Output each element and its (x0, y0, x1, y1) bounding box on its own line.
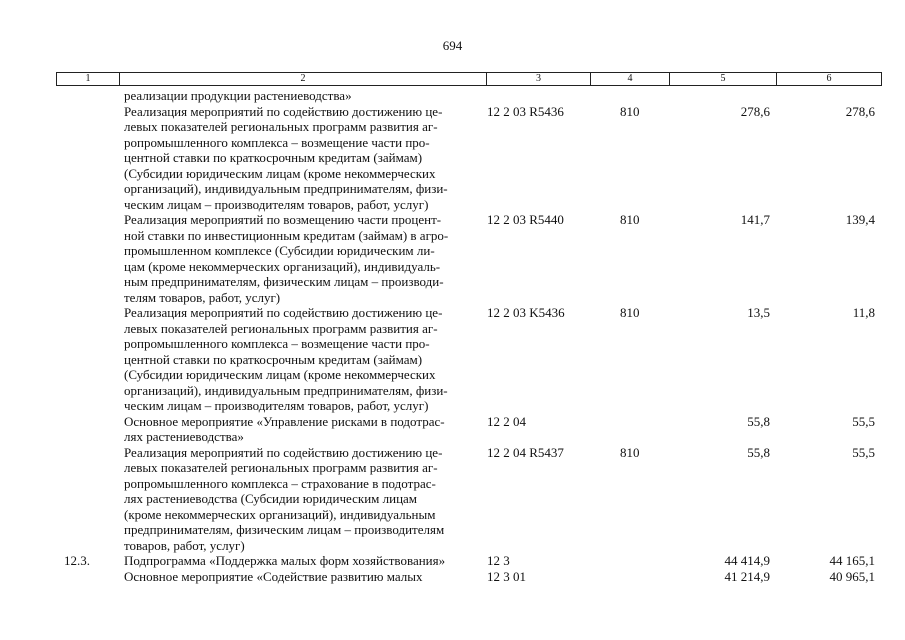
budget-code: 12 2 03 R5436 (487, 103, 564, 119)
description-line: ропромышленного комплекса – возмещение части про- (124, 336, 430, 351)
table-row (56, 414, 881, 445)
description-line: лях растениеводства» (124, 429, 244, 444)
table-row (56, 88, 881, 104)
table-body (56, 88, 881, 584)
description-line: левых показателей региональных программ развития аг- (124, 119, 438, 134)
column-header-2: 2 (120, 73, 487, 86)
description-line: Основное мероприятие «Управление рисками в подотрас- (124, 413, 445, 429)
budget-code: 12 2 04 R5437 (487, 444, 564, 460)
description-line: предпринимателям, физическим лицам – производителям (124, 522, 445, 537)
description-line: Подпрограмма «Поддержка малых форм хозяйствования» (124, 553, 446, 568)
amount-column-5: 13,5 (747, 305, 770, 320)
column-header-row (57, 73, 882, 86)
expense-type: 810 (620, 444, 640, 460)
row-description (124, 569, 474, 585)
column-header-3: 3 (487, 73, 591, 86)
amount-column-5: 41 214,9 (724, 568, 770, 584)
table-row (56, 212, 881, 305)
budget-code: 12 2 04 (487, 413, 526, 429)
amount-column-6: 40 965,1 (829, 568, 875, 584)
table-row (56, 445, 881, 554)
description-line: организаций), индивидуальным предпринимателям, физи- (124, 181, 448, 196)
row-description (124, 445, 474, 554)
amount-column-6: 44 165,1 (829, 553, 875, 568)
description-line: левых показателей региональных программ развития аг- (124, 460, 438, 475)
amount-column-6: 55,5 (852, 444, 875, 460)
amount-column-5: 141,7 (740, 212, 770, 227)
row-description (124, 104, 474, 213)
amount-column-5: 55,8 (747, 413, 770, 429)
description-line: Основное мероприятие «Содействие развитию малых (124, 568, 423, 584)
description-line: (Субсидии юридическим лицам (кроме некоммерческих (124, 165, 436, 181)
amount-column-6: 11,8 (852, 305, 875, 320)
amount-column-6: 278,6 (845, 103, 875, 119)
description-line: ческим лицам – производителям товаров, работ, услуг) (124, 398, 429, 413)
amount-column-6: 55,5 (852, 413, 875, 429)
row-number: 12.3. (64, 553, 90, 568)
amount-column-5: 278,6 (740, 103, 770, 119)
description-line: Реализация мероприятий по возмещению части процент- (124, 212, 442, 227)
description-line: ным предпринимателям, физическим лицам – производи- (124, 274, 444, 289)
description-line: Реализация мероприятий по содействию достижению це- (124, 103, 443, 119)
description-line: (кроме некоммерческих организаций), индивидуальным (124, 506, 436, 522)
expense-type: 810 (620, 212, 640, 227)
row-description (124, 414, 474, 445)
description-line: цам (кроме некоммерческих организаций), индивидуаль- (124, 258, 441, 274)
column-header-5: 5 (670, 73, 777, 86)
description-line: Реализация мероприятий по содействию достижению це- (124, 444, 443, 460)
description-line: Реализация мероприятий по содействию достижению це- (124, 305, 443, 320)
budget-code: 12 2 03 K5436 (487, 305, 565, 320)
description-line: (Субсидии юридическим лицам (кроме некоммерческих (124, 367, 436, 382)
description-line: центной ставки по краткосрочным кредитам (займам) (124, 351, 423, 367)
row-description (124, 88, 474, 104)
page-number: 694 (442, 38, 463, 53)
description-line: организаций), индивидуальным предпринимателям, физи- (124, 382, 448, 398)
description-line: лях растениеводства (Субсидии юридическим лицам (124, 491, 418, 506)
column-header-table (56, 72, 882, 86)
budget-code: 12 2 03 R5440 (487, 212, 564, 227)
description-line: ропромышленного комплекса – возмещение части про- (124, 134, 430, 150)
expense-type: 810 (620, 305, 640, 320)
expense-type: 810 (620, 103, 640, 119)
description-line: телям товаров, работ, услуг) (124, 289, 281, 305)
column-header-4: 4 (591, 73, 670, 86)
description-line: левых показателей региональных программ развития аг- (124, 320, 438, 336)
amount-column-5: 44 414,9 (724, 553, 770, 568)
row-description (124, 212, 474, 305)
table-row (56, 305, 881, 414)
description-line: центной ставки по краткосрочным кредитам (займам) (124, 150, 423, 165)
description-line: промышленном комплексе (Субсидии юридическим ли- (124, 243, 435, 258)
table-row (56, 569, 881, 585)
column-header-6: 6 (777, 73, 882, 86)
description-line: реализации продукции растениеводства» (124, 88, 352, 103)
description-line: ческим лицам – производителям товаров, работ, услуг) (124, 196, 429, 212)
table-row (56, 553, 881, 569)
budget-code: 12 3 (487, 553, 510, 568)
budget-code: 12 3 01 (487, 568, 526, 584)
row-description (124, 553, 474, 569)
amount-column-6: 139,4 (845, 212, 875, 227)
description-line: ропромышленного комплекса – страхование в подотрас- (124, 475, 436, 491)
description-line: ной ставки по инвестиционным кредитам (займам) в агро- (124, 227, 449, 243)
row-description (124, 305, 474, 414)
amount-column-5: 55,8 (747, 444, 770, 460)
description-line: товаров, работ, услуг) (124, 537, 245, 553)
column-header-1: 1 (57, 73, 120, 86)
table-row (56, 104, 881, 213)
